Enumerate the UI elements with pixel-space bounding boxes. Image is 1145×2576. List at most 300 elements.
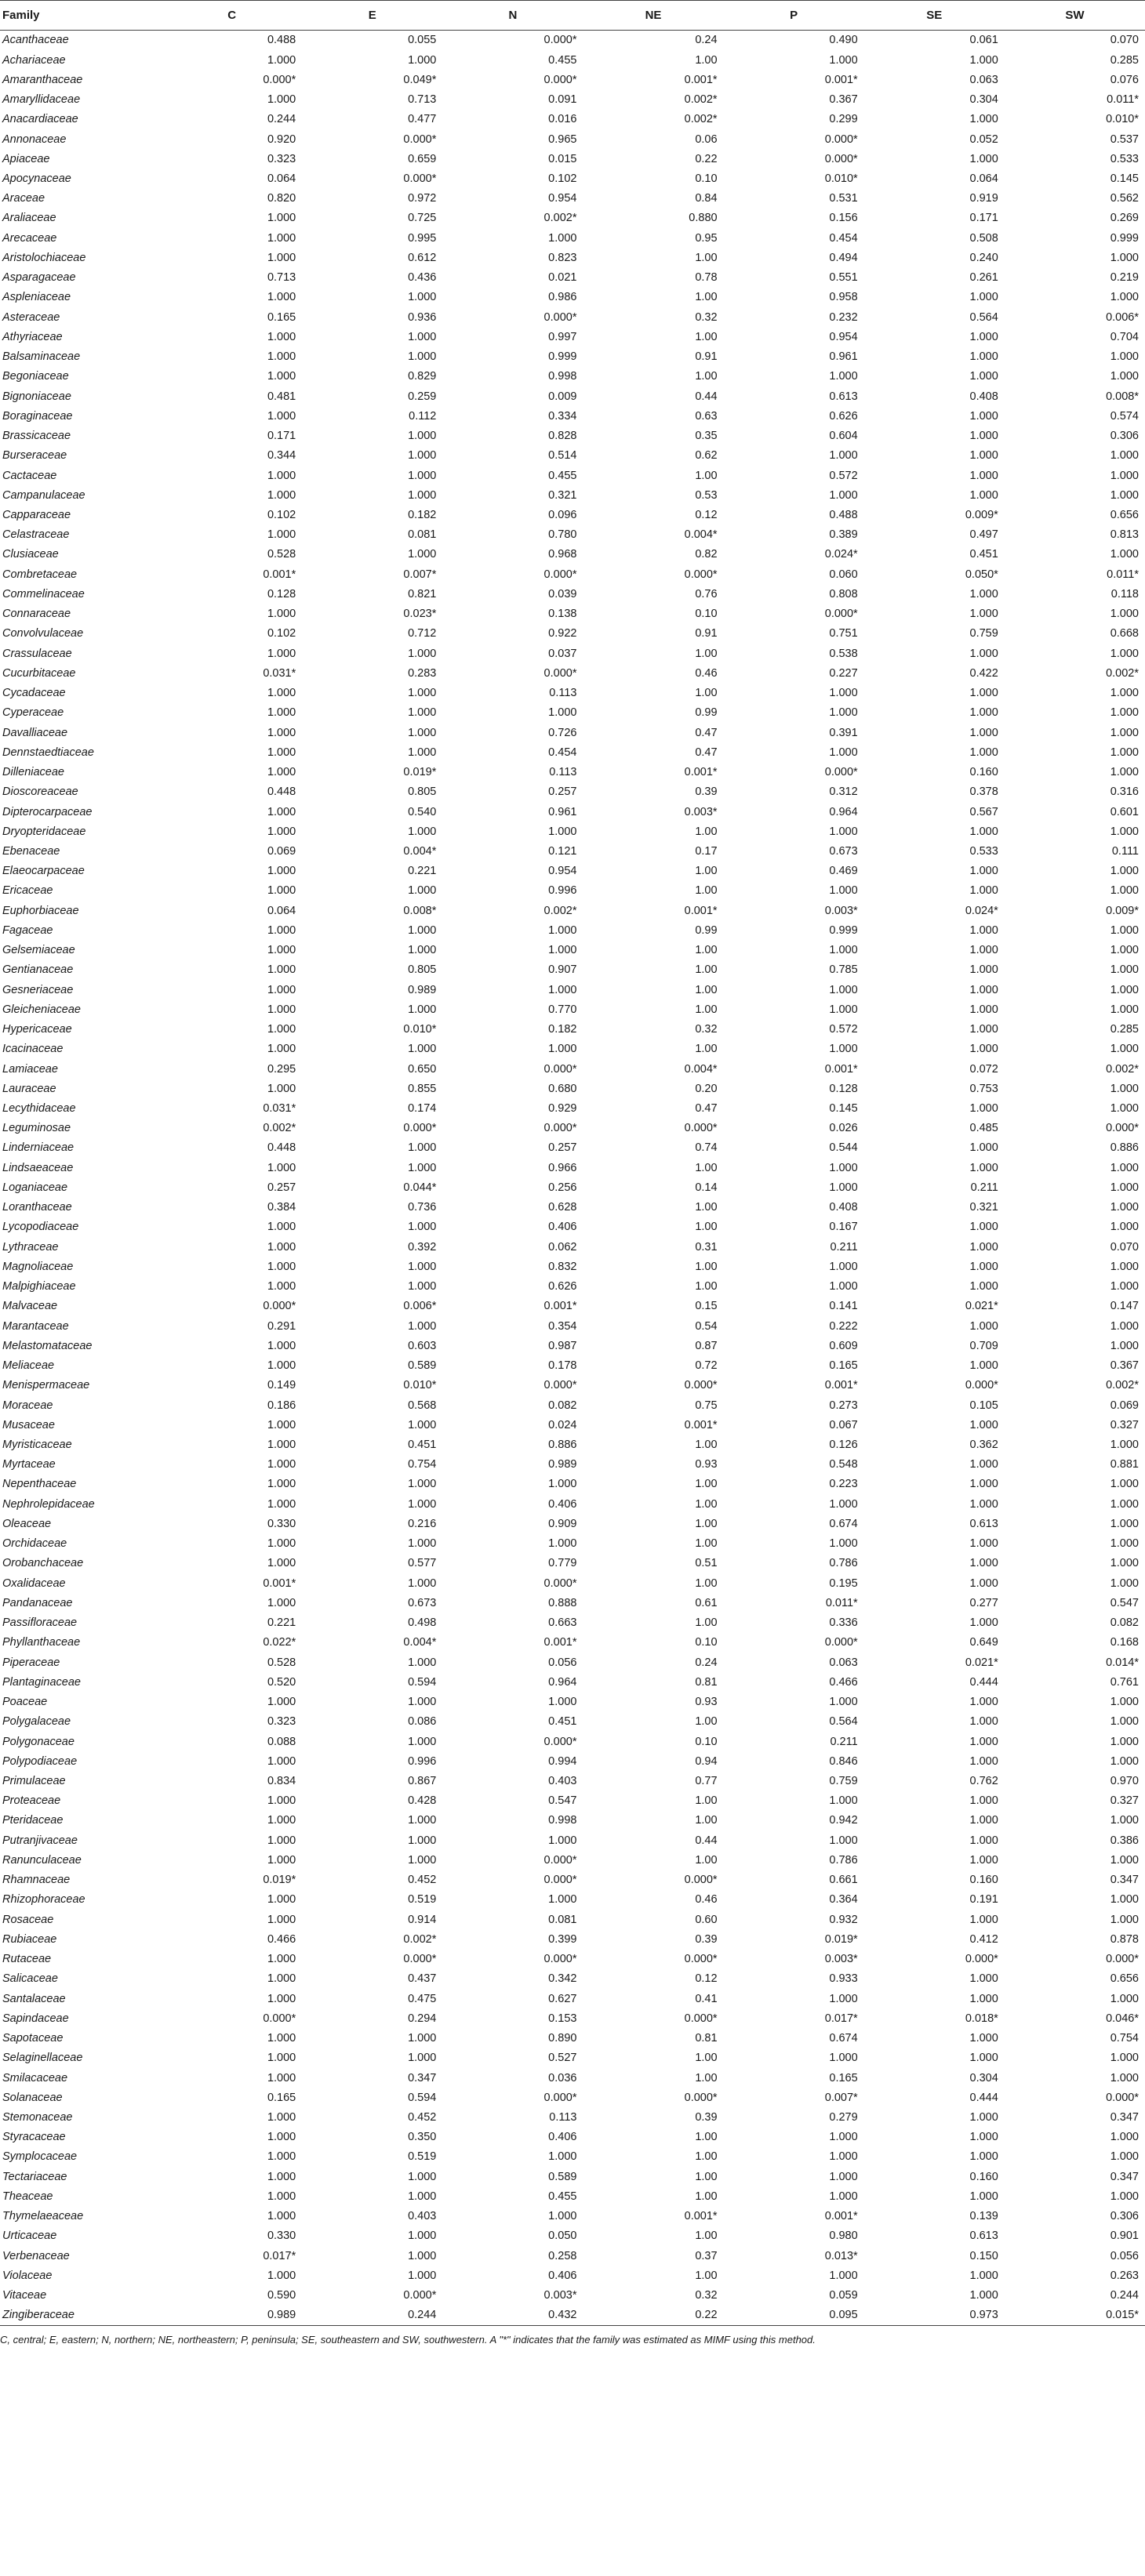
value-cell-ne: 1.00 <box>695 865 718 878</box>
value-cell-c: 1.000 <box>267 1953 296 1966</box>
value-cell-sw: 1.000 <box>1110 647 1139 660</box>
family-name-cell: Polygalaceae <box>2 1715 71 1729</box>
value-cell-p: 0.003* <box>824 904 858 917</box>
value-cell-sw: 1.000 <box>1110 251 1139 264</box>
value-cell-ne: 0.17 <box>695 844 718 858</box>
value-cell-se: 1.000 <box>969 647 998 660</box>
family-name-cell: Primulaceae <box>2 1774 66 1787</box>
value-cell-se: 1.000 <box>969 1043 998 1056</box>
value-cell-n: 0.342 <box>548 1972 577 1986</box>
value-cell-c: 0.165 <box>267 310 296 324</box>
value-cell-n: 0.037 <box>548 647 577 660</box>
value-cell-sw: 1.000 <box>1110 1161 1139 1174</box>
value-cell-p: 1.000 <box>829 2150 858 2164</box>
table-row <box>0 1000 1145 1019</box>
value-cell-e: 0.577 <box>408 1557 437 1570</box>
value-cell-n: 0.966 <box>548 1161 577 1174</box>
value-cell-c: 1.000 <box>267 212 296 225</box>
family-name-cell: Burseraceae <box>2 449 67 463</box>
column-header-se: SE <box>864 1 1005 31</box>
family-name-cell: Dilleniaceae <box>2 766 64 779</box>
value-cell-sw: 0.327 <box>1110 1794 1139 1808</box>
value-cell-ne: 0.001* <box>684 904 718 917</box>
value-cell-n: 1.000 <box>548 2210 577 2223</box>
value-cell-n: 0.000* <box>543 1379 577 1392</box>
value-cell-p: 0.095 <box>724 2306 864 2326</box>
value-cell-se: 0.105 <box>969 1399 998 1412</box>
value-cell-e: 1.000 <box>408 1141 437 1155</box>
value-cell-sw: 1.000 <box>1110 469 1139 482</box>
table-row <box>0 525 1145 545</box>
value-cell-ne: 0.93 <box>695 1458 718 1471</box>
value-cell-p: 0.572 <box>829 1023 858 1036</box>
value-cell-e: 0.821 <box>408 587 437 600</box>
value-cell-n: 0.455 <box>548 2190 577 2203</box>
value-cell-ne: 0.000* <box>684 2091 718 2104</box>
value-cell-sw: 1.000 <box>1110 370 1139 383</box>
table-row <box>0 1099 1145 1119</box>
family-name-cell: Elaeocarpaceae <box>2 865 85 878</box>
value-cell-se: 1.000 <box>969 1696 998 1709</box>
value-cell-n: 0.257 <box>548 785 577 799</box>
family-name-cell: Loranthaceae <box>2 1201 72 1214</box>
family-name-cell: Capparaceae <box>2 508 71 521</box>
value-cell-c: 1.000 <box>267 1814 296 1827</box>
family-name-cell: Gesneriaceae <box>2 983 74 996</box>
value-cell-ne: 1.00 <box>695 2170 718 2183</box>
value-cell-sw: 1.000 <box>1110 1339 1139 1352</box>
family-name-cell: Gleicheniaceae <box>2 1003 81 1016</box>
value-cell-p: 0.933 <box>829 1972 858 1986</box>
value-cell-c: 0.000* <box>263 1300 296 1313</box>
family-name-cell: Cucurbitaceae <box>2 666 76 680</box>
value-cell-c: 1.000 <box>267 1458 296 1471</box>
family-name-cell: Amaryllidaceae <box>2 93 81 107</box>
value-cell-n: 0.406 <box>548 1497 577 1511</box>
value-cell-p: 0.024* <box>824 548 858 561</box>
value-cell-p: 0.222 <box>829 1319 858 1333</box>
value-cell-p: 0.408 <box>829 1201 858 1214</box>
value-cell-ne: 1.00 <box>695 251 718 264</box>
value-cell-sw: 0.386 <box>1110 1834 1139 1847</box>
value-cell-c: 0.330 <box>267 1517 296 1530</box>
table-row <box>0 485 1145 505</box>
value-cell-e: 0.914 <box>408 1913 437 1926</box>
value-cell-se: 0.649 <box>969 1636 998 1649</box>
value-cell-ne: 0.001* <box>684 2210 718 2223</box>
family-name-cell: Menispermaceae <box>2 1379 90 1392</box>
value-cell-c: 1.000 <box>267 251 296 264</box>
value-cell-p: 0.001* <box>824 1062 858 1076</box>
value-cell-n: 0.922 <box>548 627 577 640</box>
table-row <box>0 90 1145 110</box>
value-cell-se: 0.261 <box>969 271 998 285</box>
value-cell-e: 0.002* <box>403 1932 437 1946</box>
value-cell-n: 0.987 <box>548 1339 577 1352</box>
value-cell-sw: 0.761 <box>1110 1675 1139 1689</box>
value-cell-n: 0.000* <box>543 1122 577 1135</box>
value-cell-c: 1.000 <box>267 231 296 245</box>
value-cell-e: 1.000 <box>408 687 437 700</box>
value-cell-se: 1.000 <box>969 152 998 165</box>
value-cell-ne: 1.00 <box>695 469 718 482</box>
value-cell-p: 0.211 <box>830 1240 858 1254</box>
value-cell-ne: 0.60 <box>695 1913 718 1926</box>
value-cell-e: 1.000 <box>408 1696 437 1709</box>
value-cell-sw: 1.000 <box>1110 1893 1139 1907</box>
value-cell-sw: 0.000* <box>1106 1122 1139 1135</box>
value-cell-p: 0.469 <box>829 865 858 878</box>
value-cell-sw: 0.306 <box>1110 2210 1139 2223</box>
value-cell-n: 0.929 <box>548 1102 577 1116</box>
value-cell-e: 0.855 <box>408 1082 437 1095</box>
value-cell-e: 1.000 <box>408 548 437 561</box>
value-cell-n: 0.399 <box>548 1932 577 1946</box>
value-cell-p: 1.000 <box>829 825 858 838</box>
family-name-cell: Zingiberaceae <box>0 2306 162 2326</box>
value-cell-p: 1.000 <box>829 944 858 957</box>
value-cell-e: 0.477 <box>408 113 437 126</box>
value-cell-e: 1.000 <box>408 1319 437 1333</box>
value-cell-p: 0.674 <box>829 1517 858 1530</box>
value-cell-n: 1.000 <box>548 2150 577 2164</box>
value-cell-sw: 0.306 <box>1110 430 1139 443</box>
family-name-cell: Lycopodiaceae <box>2 1221 79 1234</box>
value-cell-p: 0.548 <box>829 1458 858 1471</box>
value-cell-e: 1.000 <box>408 2249 437 2262</box>
value-cell-c: 1.000 <box>267 2170 296 2183</box>
family-name-cell: Loganiaceae <box>2 1181 68 1194</box>
value-cell-p: 1.000 <box>829 1794 858 1808</box>
table-row <box>0 1633 1145 1653</box>
value-cell-sw: 1.000 <box>1110 548 1139 561</box>
value-cell-p: 0.063 <box>829 1656 858 1669</box>
value-cell-p: 0.490 <box>829 34 858 47</box>
value-cell-ne: 1.00 <box>695 687 718 700</box>
value-cell-n: 1.000 <box>548 1696 577 1709</box>
value-cell-p: 1.000 <box>829 1260 858 1273</box>
value-cell-e: 1.000 <box>408 2032 437 2045</box>
value-cell-p: 1.000 <box>829 1992 858 2005</box>
table-row <box>0 2088 1145 2107</box>
value-cell-ne: 1.00 <box>695 647 718 660</box>
family-name-cell: Davalliaceae <box>2 726 68 739</box>
family-name-cell: Cactaceae <box>2 469 57 482</box>
value-cell-se: 1.000 <box>969 1794 998 1808</box>
value-cell-sw: 1.000 <box>1110 2071 1139 2084</box>
value-cell-p: 0.336 <box>829 1616 858 1630</box>
value-cell-c: 1.000 <box>267 805 296 818</box>
value-cell-p: 1.000 <box>829 370 858 383</box>
table-row <box>0 564 1145 584</box>
value-cell-p: 0.000* <box>824 1636 858 1649</box>
table-row <box>0 249 1145 268</box>
value-cell-sw: 0.547 <box>1110 1596 1139 1609</box>
table-row <box>0 1791 1145 1811</box>
value-cell-p: 1.000 <box>829 687 858 700</box>
value-cell-p: 0.846 <box>829 1754 858 1768</box>
value-cell-n: 1.000 <box>548 983 577 996</box>
value-cell-sw: 0.668 <box>1110 627 1139 640</box>
value-cell-e: 0.244 <box>302 2306 442 2326</box>
table-row <box>0 1079 1145 1098</box>
value-cell-e: 0.004* <box>403 1636 437 1649</box>
table-row <box>0 1950 1145 1969</box>
value-cell-e: 1.000 <box>408 1003 437 1016</box>
value-cell-c: 0.221 <box>267 1616 296 1630</box>
table-row <box>0 941 1145 960</box>
value-cell-p: 1.000 <box>829 1834 858 1847</box>
value-cell-e: 0.650 <box>408 1062 437 1076</box>
value-cell-n: 0.000* <box>543 1874 577 1887</box>
table-row <box>0 2048 1145 2068</box>
family-name-cell: Boraginaceae <box>2 409 73 423</box>
value-cell-n: 0.082 <box>548 1399 577 1412</box>
value-cell-ne: 0.91 <box>695 350 718 364</box>
value-cell-n: 0.039 <box>548 587 577 600</box>
value-cell-p: 0.391 <box>829 726 858 739</box>
table-row <box>0 268 1145 288</box>
value-cell-n: 0.009 <box>548 390 577 403</box>
family-name-cell: Verbenaceae <box>2 2249 70 2262</box>
value-cell-c: 1.000 <box>267 865 296 878</box>
value-cell-se: 1.000 <box>969 825 998 838</box>
value-cell-sw: 1.000 <box>1110 2052 1139 2065</box>
value-cell-c: 0.257 <box>267 1181 296 1194</box>
value-cell-c: 0.031* <box>263 666 296 680</box>
value-cell-n: 0.680 <box>548 1082 577 1095</box>
value-cell-c: 0.102 <box>267 627 296 640</box>
value-cell-ne: 1.00 <box>695 1161 718 1174</box>
value-cell-ne: 0.20 <box>695 1082 718 1095</box>
value-cell-c: 0.064 <box>267 904 296 917</box>
value-cell-c: 1.000 <box>267 726 296 739</box>
value-cell-se: 0.485 <box>969 1122 998 1135</box>
value-cell-se: 1.000 <box>969 1992 998 2005</box>
value-cell-e: 0.475 <box>408 1992 437 2005</box>
value-cell-ne: 0.31 <box>695 1240 718 1254</box>
value-cell-ne: 0.001* <box>684 73 718 86</box>
value-cell-p: 0.958 <box>829 291 858 304</box>
value-cell-sw: 0.754 <box>1110 2032 1139 2045</box>
value-cell-e: 0.936 <box>408 310 437 324</box>
value-cell-n: 0.406 <box>548 2269 577 2282</box>
family-name-cell: Ericaceae <box>2 884 53 898</box>
value-cell-p: 0.001* <box>824 1379 858 1392</box>
value-cell-n: 0.589 <box>548 2170 577 2183</box>
value-cell-c: 1.000 <box>267 1260 296 1273</box>
value-cell-sw: 1.000 <box>1110 1557 1139 1570</box>
value-cell-e: 0.867 <box>408 1774 437 1787</box>
value-cell-e: 1.000 <box>408 2269 437 2282</box>
family-name-cell: Crassulaceae <box>2 647 72 660</box>
value-cell-n: 0.000* <box>543 1735 577 1748</box>
table-row <box>0 1890 1145 1910</box>
family-name-cell: Sapotaceae <box>2 2032 64 2045</box>
value-cell-p: 0.494 <box>829 251 858 264</box>
value-cell-n: 1.000 <box>548 1893 577 1907</box>
value-cell-n: 0.000* <box>543 1576 577 1590</box>
value-cell-sw: 0.000* <box>1106 2091 1139 2104</box>
value-cell-p: 0.000* <box>824 132 858 146</box>
value-cell-p: 0.785 <box>829 963 858 977</box>
value-cell-ne: 0.47 <box>695 746 718 759</box>
value-cell-c: 1.000 <box>267 2269 296 2282</box>
value-cell-ne: 0.76 <box>695 587 718 600</box>
value-cell-se: 0.497 <box>969 528 998 542</box>
value-cell-n: 0.256 <box>548 1181 577 1194</box>
value-cell-p: 0.674 <box>829 2032 858 2045</box>
value-cell-n: 0.986 <box>548 291 577 304</box>
table-row <box>0 644 1145 663</box>
value-cell-n: 0.989 <box>548 1458 577 1471</box>
value-cell-n: 0.823 <box>548 251 577 264</box>
value-cell-p: 0.961 <box>829 350 858 364</box>
value-cell-sw: 0.009* <box>1106 904 1139 917</box>
family-name-cell: Cyperaceae <box>2 706 64 720</box>
value-cell-c: 1.000 <box>267 1003 296 1016</box>
family-name-cell: Fagaceae <box>2 923 53 937</box>
table-row <box>0 1178 1145 1198</box>
value-cell-c: 0.330 <box>267 2230 296 2243</box>
value-cell-c: 1.000 <box>267 528 296 542</box>
table-row <box>0 1316 1145 1336</box>
table-row <box>0 2068 1145 2088</box>
value-cell-sw: 0.056 <box>1110 2249 1139 2262</box>
value-cell-se: 1.000 <box>969 726 998 739</box>
value-cell-p: 0.299 <box>829 113 858 126</box>
value-cell-c: 1.000 <box>267 647 296 660</box>
value-cell-n: 0.954 <box>548 865 577 878</box>
table-row <box>0 1376 1145 1395</box>
value-cell-e: 0.000* <box>403 172 437 185</box>
value-cell-e: 1.000 <box>408 430 437 443</box>
value-cell-se: 0.709 <box>969 1339 998 1352</box>
value-cell-sw: 0.014* <box>1106 1656 1139 1669</box>
value-cell-e: 1.000 <box>408 706 437 720</box>
table-row <box>0 703 1145 723</box>
value-cell-e: 0.174 <box>408 1102 437 1116</box>
table-row <box>0 921 1145 941</box>
family-name-cell: Achariaceae <box>2 53 66 67</box>
family-name-cell: Rhamnaceae <box>2 1874 71 1887</box>
table-row <box>0 110 1145 129</box>
value-cell-n: 0.999 <box>548 350 577 364</box>
value-cell-p: 0.954 <box>829 330 858 343</box>
value-cell-n: 0.102 <box>548 172 577 185</box>
value-cell-n: 0.454 <box>548 746 577 759</box>
value-cell-n: 0.182 <box>548 1023 577 1036</box>
family-name-cell: Urticaceae <box>2 2230 57 2243</box>
value-cell-c: 0.022* <box>263 1636 296 1649</box>
table-row <box>0 189 1145 209</box>
value-cell-ne: 1.00 <box>695 1497 718 1511</box>
family-name-cell: Passifloraceae <box>2 1616 78 1630</box>
value-cell-se: 1.000 <box>969 923 998 937</box>
value-cell-se: 0.160 <box>969 766 998 779</box>
table-row <box>0 149 1145 169</box>
value-cell-ne: 1.00 <box>695 825 718 838</box>
value-cell-ne: 0.44 <box>695 1834 718 1847</box>
table-row <box>0 209 1145 228</box>
table-row <box>0 1356 1145 1376</box>
value-cell-n: 0.024 <box>548 1418 577 1431</box>
value-cell-e: 0.437 <box>408 1972 437 1986</box>
family-name-cell: Smilacaceae <box>2 2071 68 2084</box>
value-cell-ne: 1.00 <box>695 1221 718 1234</box>
table-row <box>0 1138 1145 1158</box>
value-cell-c: 1.000 <box>267 1754 296 1768</box>
family-name-cell: Cycadaceae <box>2 687 66 700</box>
value-cell-c: 0.344 <box>267 449 296 463</box>
value-cell-se: 0.451 <box>969 548 998 561</box>
family-name-cell: Leguminosae <box>2 1122 71 1135</box>
value-cell-ne: 0.12 <box>695 508 718 521</box>
table-row <box>0 1732 1145 1751</box>
value-cell-c: 0.244 <box>267 113 296 126</box>
value-cell-ne: 1.00 <box>695 884 718 898</box>
value-cell-se: 0.139 <box>969 2210 998 2223</box>
table-row <box>0 169 1145 189</box>
value-cell-p: 0.544 <box>829 1141 858 1155</box>
value-cell-e: 0.049* <box>403 73 437 86</box>
value-cell-ne: 1.00 <box>695 1616 718 1630</box>
value-cell-n: 0.016 <box>548 113 577 126</box>
column-header-ne: NE <box>583 1 723 31</box>
value-cell-e: 0.007* <box>403 568 437 581</box>
value-cell-n: 0.626 <box>548 1280 577 1293</box>
table-row <box>0 506 1145 525</box>
table-row <box>0 2226 1145 2246</box>
value-cell-c: 1.000 <box>267 1696 296 1709</box>
value-cell-n: 0.138 <box>548 608 577 621</box>
value-cell-p: 0.808 <box>829 587 858 600</box>
value-cell-p: 0.011* <box>825 1596 858 1609</box>
family-name-cell: Polygonaceae <box>2 1735 75 1748</box>
value-cell-e: 0.519 <box>408 1893 437 1907</box>
value-cell-sw: 1.000 <box>1110 944 1139 957</box>
table-row <box>0 1494 1145 1514</box>
value-cell-sw: 0.601 <box>1110 805 1139 818</box>
family-name-cell: Styracaceae <box>2 2131 66 2144</box>
value-cell-se: 1.000 <box>969 430 998 443</box>
value-cell-se: 1.000 <box>969 1280 998 1293</box>
value-cell-p: 0.141 <box>829 1300 858 1313</box>
family-name-cell: Combretaceae <box>2 568 78 581</box>
value-cell-se: 0.567 <box>969 805 998 818</box>
table-row <box>0 822 1145 841</box>
value-cell-n: 0.432 <box>442 2306 583 2326</box>
value-cell-se: 1.000 <box>969 1102 998 1116</box>
value-cell-se: 1.000 <box>969 963 998 977</box>
value-cell-n: 0.002* <box>543 904 577 917</box>
family-name-cell: Nephrolepidaceae <box>2 1497 95 1511</box>
value-cell-se: 0.000* <box>965 1379 998 1392</box>
value-cell-p: 0.013* <box>824 2249 858 2262</box>
value-cell-e: 1.000 <box>408 330 437 343</box>
value-cell-se: 0.009* <box>965 508 998 521</box>
value-cell-ne: 1.00 <box>695 1260 718 1273</box>
table-row <box>0 802 1145 822</box>
table-header <box>0 1 1145 31</box>
value-cell-se: 1.000 <box>969 1913 998 1926</box>
value-cell-se: 0.412 <box>969 1932 998 1946</box>
family-name-cell: Lindsaeaceae <box>2 1161 74 1174</box>
value-cell-p: 0.156 <box>829 212 858 225</box>
value-cell-e: 1.000 <box>408 1161 437 1174</box>
value-cell-se: 1.000 <box>969 370 998 383</box>
value-cell-sw: 0.347 <box>1110 1874 1139 1887</box>
